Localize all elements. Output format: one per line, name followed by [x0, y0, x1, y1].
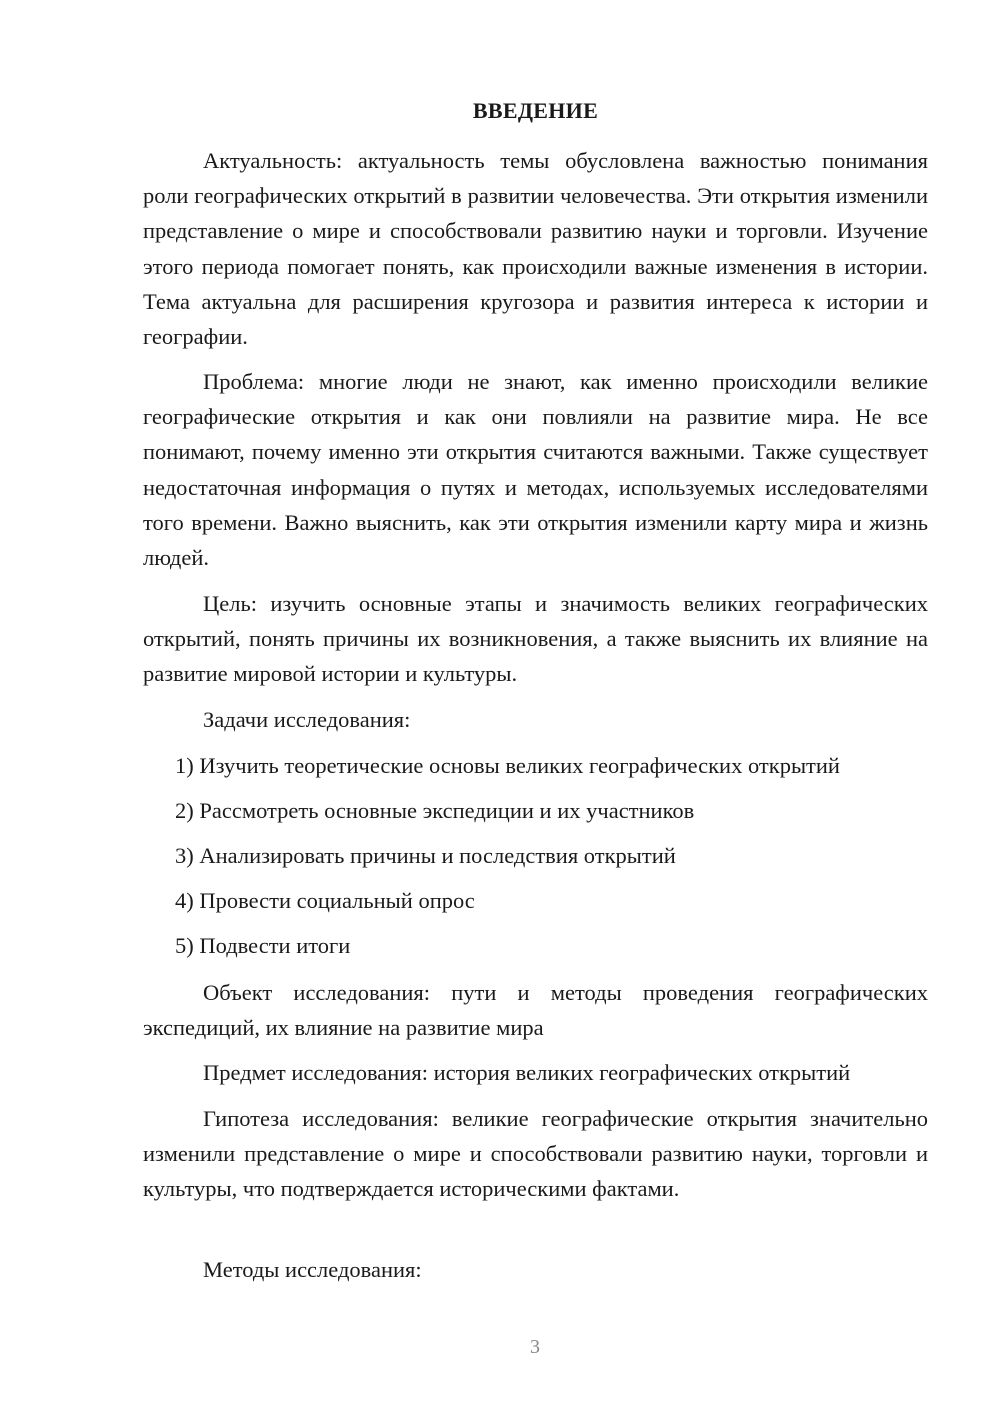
relevance-paragraph: Актуальность: актуальность темы обусловлена важностью понимания роли географических открытий в развитии человечества. Эти открытия изменили представление о мире и способствовали развитию науки и торговли. Изучение этого периода помогает понять, как происходили важные изменения в истории. Тема актуальна для расширения кругозора и развития интереса к истории и географии. [143, 148, 928, 350]
problem-section [143, 364, 928, 575]
task-item-5: 5) Подвести итоги [175, 933, 351, 958]
tasks-heading: Задачи исследования: [203, 707, 411, 732]
methods-heading: Методы исследования: [203, 1257, 422, 1282]
hypothesis-paragraph: Гипотеза исследования: великие географические открытия значительно изменили представление о мире и способствовали развитию науки, торговли и культуры, что подтверждается историческими фактами. [143, 1106, 928, 1202]
goal-paragraph: Цель: изучить основные этапы и значимость великих географических открытий, понять причины их возникновения, а также выяснить их влияние на развитие мировой истории и культуры. [143, 591, 928, 687]
subject-section [143, 1055, 928, 1090]
object-section [143, 975, 928, 1045]
task-item-2: 2) Рассмотреть основные экспедиции и их участников [175, 798, 695, 823]
subject-paragraph: Предмет исследования: история великих географических открытий [203, 1060, 851, 1085]
page-number: 3 [530, 1336, 540, 1358]
methods-heading-section [143, 1252, 928, 1287]
hypothesis-section [143, 1101, 928, 1207]
problem-paragraph: Проблема: многие люди не знают, как именно происходили великие географические открытия и как они повлияли на развитие мира. Не все понимают, почему именно эти открытия считаются важными. Также существует недостаточная информация о путях и методах, используемых исследователями того времени. Важно выяснить, как эти открытия изменили карту мира и жизнь людей. [143, 369, 928, 571]
goal-section [143, 586, 928, 692]
object-paragraph: Объект исследования: пути и методы проведения географических экспедиций, их влияние на развитие мира [143, 980, 928, 1041]
task-item-3: 3) Анализировать причины и последствия открытий [175, 843, 676, 868]
tasks-heading-section [143, 702, 928, 737]
relevance-section [143, 143, 928, 354]
task-item-1: 1) Изучить теоретические основы великих географических открытий [175, 753, 840, 778]
page-title: ВВЕДЕНИЕ [472, 98, 599, 123]
task-item-4: 4) Провести социальный опрос [175, 888, 475, 913]
